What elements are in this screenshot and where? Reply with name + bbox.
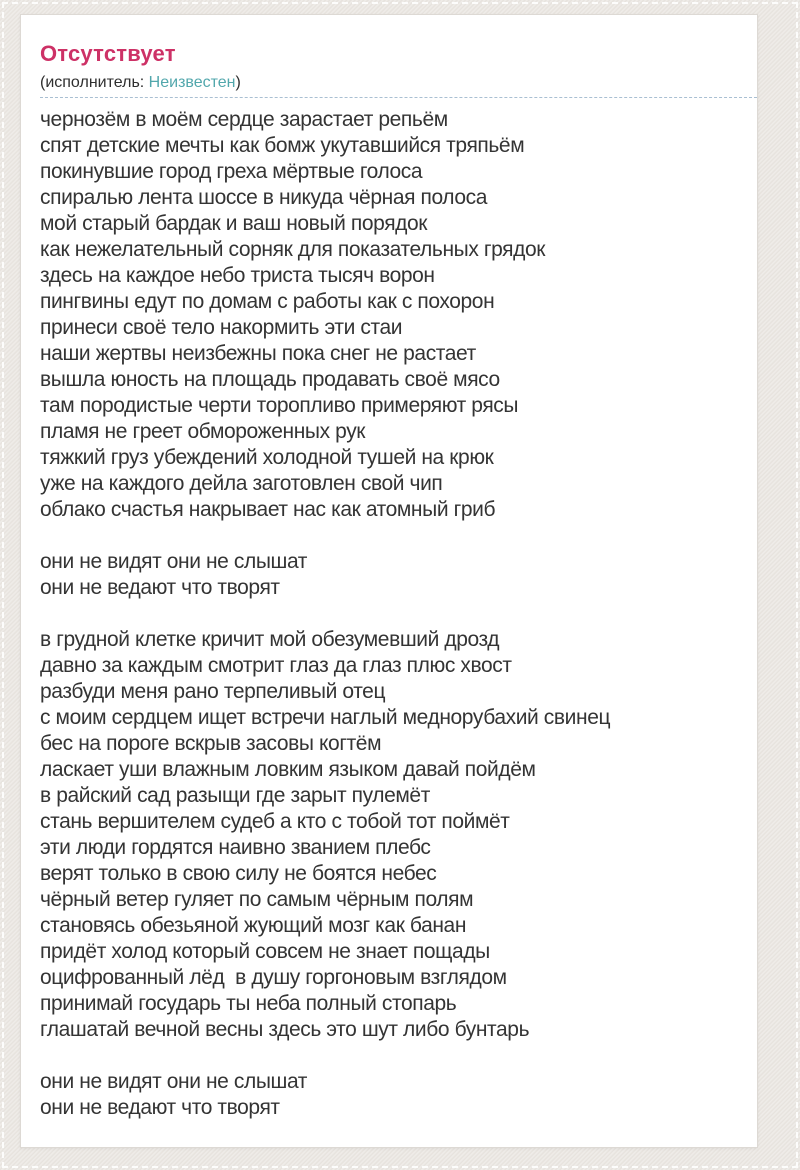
lyric-line: вышла юность на площадь продавать своё мясо	[40, 368, 500, 391]
lyric-line: мой старый бардак и ваш новый порядок	[40, 212, 428, 235]
artist-line	[40, 72, 757, 94]
lyric-line: разбуди меня рано терпеливый отец	[40, 680, 386, 703]
lyric-line: эти люди гордятся наивно званием плебс	[40, 836, 431, 859]
lyric-line: ласкает уши влажным ловким языком давай пойдём	[40, 758, 536, 781]
lyric-line: они не видят они не слышат	[40, 550, 307, 573]
song-header	[40, 41, 757, 98]
artist-link[interactable]: Неизвестен	[148, 74, 236, 91]
lyric-line: пламя не греет обмороженных рук	[40, 420, 366, 443]
lyric-line: чёрный ветер гуляет по самым чёрным полям	[40, 888, 474, 911]
lyric-line: спиралью лента шоссе в никуда чёрная полоса	[40, 186, 488, 209]
lyric-line	[40, 1043, 738, 1069]
lyric-line: там породистые черти торопливо примеряют рясы	[40, 394, 519, 417]
lyric-line: в райский сад разыщи где зарыт пулемёт	[40, 784, 430, 807]
artist-close-paren: )	[235, 74, 241, 91]
lyric-line: как нежелательный сорняк для показательных грядок	[40, 238, 546, 261]
lyric-line: принеси своё тело накормить эти стаи	[40, 316, 403, 339]
lyric-line: они не ведают что творят	[40, 1096, 280, 1119]
page-title: Отсутствует	[40, 41, 176, 66]
lyric-line: пингвины едут по домам с работы как с похорон	[40, 290, 495, 313]
lyric-line	[40, 523, 738, 549]
lyric-line: они не ведают что творят	[40, 576, 280, 599]
lyric-line: бес на пороге вскрыв засовы когтём	[40, 732, 382, 755]
lyric-line: в грудной клетке кричит мой обезумевший дрозд	[40, 628, 500, 651]
lyric-line	[40, 601, 738, 627]
lyric-line: становясь обезьяной жующий мозг как банан	[40, 914, 467, 937]
lyric-line: принимай государь ты неба полный стопарь	[40, 992, 457, 1015]
lyric-line: глашатай вечной весны здесь это шут либо бунтарь	[40, 1018, 530, 1041]
lyric-line: спят детские мечты как бомж укутавшийся тряпьём	[40, 134, 525, 157]
lyric-line: стань вершителем судеб а кто с тобой тот поймёт	[40, 810, 510, 833]
lyric-line: уже на каждого дейла заготовлен свой чип	[40, 472, 443, 495]
lyric-line: здесь на каждое небо триста тысяч ворон	[40, 264, 435, 287]
lyric-line: давно за каждым смотрит глаз да глаз плюс хвост	[40, 654, 512, 677]
lyric-line: придёт холод который совсем не знает пощады	[40, 940, 490, 963]
lyric-line: облако счастья накрывает нас как атомный гриб	[40, 498, 496, 521]
lyric-line: они не видят они не слышат	[40, 1070, 307, 1093]
artist-label: (исполнитель:	[40, 74, 149, 91]
lyric-line: тяжкий груз убеждений холодной тушей на крюк	[40, 446, 494, 469]
lyrics-text	[40, 107, 738, 1121]
lyric-line: покинувшие город греха мёртвые голоса	[40, 160, 423, 183]
lyric-line: верят только в свою силу не боятся небес	[40, 862, 437, 885]
lyric-line: чернозём в моём сердце зарастает репьём	[40, 108, 448, 131]
lyric-line: оцифрованный лёд в душу горгоновым взглядом	[40, 966, 507, 989]
lyric-line: наши жертвы неизбежны пока снег не растает	[40, 342, 476, 365]
lyric-line: с моим сердцем ищет встречи наглый меднорубахий свинец	[40, 706, 611, 729]
lyrics-card	[20, 14, 758, 1148]
